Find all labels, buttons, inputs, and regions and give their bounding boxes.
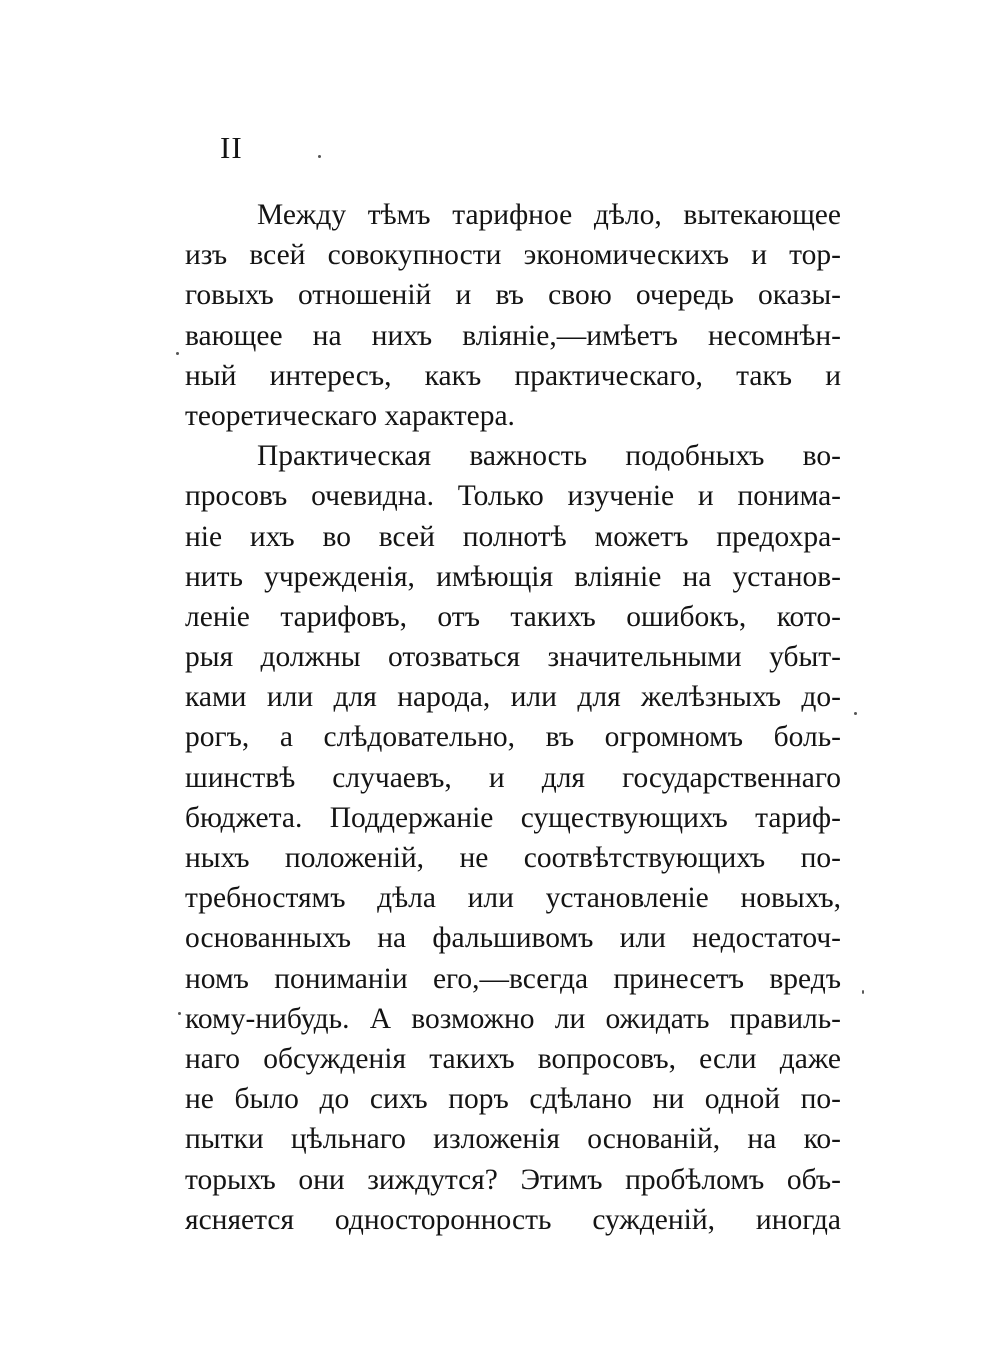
text-line: основанныхъ на фальшивомъ или недостаточ- — [185, 922, 841, 955]
text-line: наго обсужденія такихъ вопросовъ, если даже — [185, 1042, 841, 1075]
text-line: Практическая важность подобныхъ во- — [257, 440, 841, 473]
text-line: требностямъ дѣла или установленіе новыхъ, — [185, 882, 841, 915]
text-line: рыя должны отозваться значительными убыт- — [185, 641, 841, 674]
text-line: ныхъ положеній, не соотвѣтствующихъ по- — [185, 842, 841, 874]
text-line: просовъ очевидна. Только изученіе и понима- — [185, 480, 841, 513]
text-line: торыхъ они зиждутся? Этимъ пробѣломъ объ- — [185, 1163, 841, 1196]
text-line: бюджета. Поддержаніе существующихъ тариф- — [185, 801, 841, 834]
text-line: ніе ихъ во всей полнотѣ можетъ предохра- — [185, 520, 841, 553]
scan-speck — [854, 712, 857, 715]
text-line: рогъ, а слѣдовательно, въ огромномъ боль- — [185, 721, 841, 754]
text-line: ный интересъ, какъ практическаго, такъ и — [185, 359, 841, 392]
body-text — [185, 195, 841, 1240]
scan-speck — [318, 155, 321, 158]
scan-speck — [862, 990, 864, 994]
text-line: леніе тарифовъ, отъ такихъ ошибокъ, кото- — [185, 600, 841, 633]
text-line: не было до сихъ поръ сдѣлано ни одной по- — [185, 1083, 841, 1116]
text-line: шинствѣ случаевъ, и для государственнаго — [185, 761, 841, 794]
scan-speck — [178, 1012, 181, 1015]
text-line: пытки цѣльнаго изложенія основаній, на ко- — [185, 1123, 841, 1156]
text-line: вающее на нихъ вліяніе,—имѣетъ несомнѣн- — [185, 319, 841, 352]
text-line: говыхъ отношеній и въ свою очередь оказы- — [185, 279, 841, 312]
text-line: изъ всей совокупности экономическихъ и тор- — [185, 239, 841, 272]
text-line: Между тѣмъ тарифное дѣло, вытекающее — [257, 199, 841, 231]
text-line: нить учрежденія, имѣющія вліяніе на установ- — [185, 560, 841, 593]
text-line: ясняется односторонность сужденій, иногда — [185, 1203, 841, 1236]
text-line: кому-нибудь. А возможно ли ожидать правиль- — [185, 1002, 841, 1035]
text-line: номъ пониманіи его,—всегда принесетъ вредъ — [185, 962, 841, 995]
scan-speck — [176, 352, 179, 355]
text-line: ками или для народа, или для желѣзныхъ до- — [185, 681, 841, 714]
page-number: II — [220, 130, 243, 165]
text-line: теоретическаго характера. — [185, 399, 515, 432]
